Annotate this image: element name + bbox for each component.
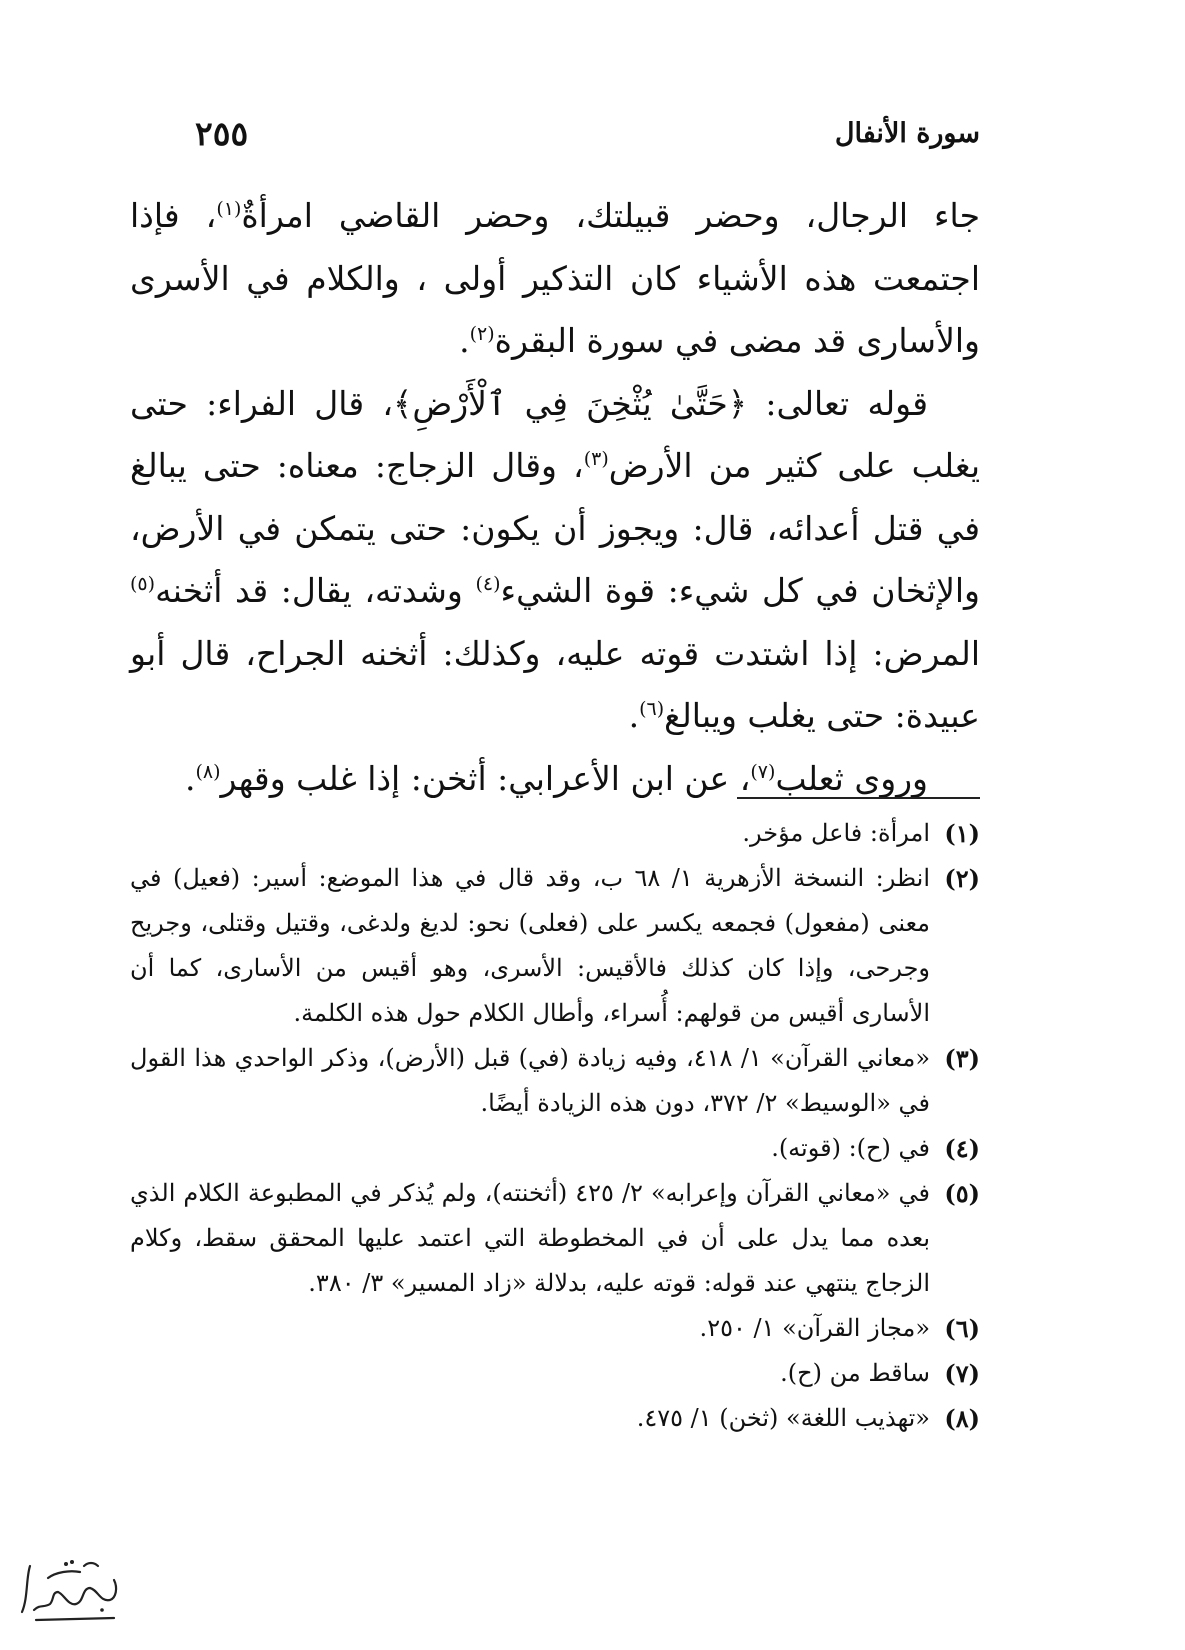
page-number: ٢٥٥ [195, 113, 249, 153]
text-run: ، عن ابن الأعرابي: أثخن: إذا غلب وقهر [220, 758, 751, 798]
footnote-3 [130, 1036, 980, 1126]
footnote-text: في «معاني القرآن وإعرابه» ٢/ ٤٢٥ (أثخنته)، ولم يُذكر في المطبوعة الكلام الذي بعده مما يدل على أن في المخطوطة التي اعتمد عليها المحقق سقط، وكلام الزجاج ينتهي عند قوله: قوته عليه، بدلالة «زاد المسير» ٣/ ٣٨٠. [130, 1179, 930, 1297]
footnote-ref-2[interactable]: (٢) [469, 323, 495, 345]
footnote-ref-6[interactable]: (٦) [639, 698, 665, 720]
footnote-number: (٥) [944, 1179, 980, 1208]
text-run: . [628, 696, 640, 735]
footnote-2 [130, 856, 980, 1036]
paragraph-3 [130, 748, 980, 811]
text-run: جاء الرجال، وحضر قبيلتك، وحضر القاضي امرأةٌ [241, 196, 980, 235]
footnote-6 [130, 1306, 980, 1351]
text-run: ، فإذا اجتمعت هذه الأشياء كان التذكير أولى ، والكلام في الأسرى والأسارى قد مضى في سورة البقرة [130, 196, 980, 360]
text-run: . [184, 758, 196, 798]
footnote-ref-1[interactable]: (١) [216, 198, 242, 220]
footnote-ref-8[interactable]: (٨) [195, 760, 221, 783]
footnote-divider [737, 797, 980, 799]
footnote-text: «تهذيب اللغة» (ثخن) ١/ ٤٧٥. [636, 1404, 930, 1432]
paragraph-2 [130, 373, 980, 748]
footnote-ref-3[interactable]: (٣) [583, 448, 609, 470]
footnote-4 [130, 1126, 980, 1171]
text-run: قوله تعالى: [747, 383, 929, 423]
footnote-number: (٦) [944, 1314, 980, 1343]
text-run: وروى ثعلب [775, 758, 928, 798]
page-header [195, 108, 980, 158]
text-run: المرض: إذا اشتدت قوته عليه، وكذلك: أثخنه الجراح، قال أبو عبيدة: حتى يغلب ويبالغ [130, 633, 980, 735]
footnote-text: في (ح): (قوته). [771, 1134, 930, 1162]
footnote-5 [130, 1171, 980, 1306]
calligraphy-logo-icon [14, 1548, 124, 1628]
footnote-number: (٣) [944, 1044, 980, 1073]
text-run: وشدته، يقال: قد أثخنه [155, 571, 476, 610]
footnote-1 [130, 811, 980, 856]
footnote-ref-4[interactable]: (٤) [475, 573, 501, 595]
footnote-text: «مجاز القرآن» ١/ ٢٥٠. [699, 1314, 930, 1342]
footnotes [130, 811, 980, 1441]
footnote-ref-5[interactable]: (٥) [130, 573, 156, 595]
footnote-text: «معاني القرآن» ١/ ٤١٨، وفيه زيادة (في) قبل (الأرض)، وذكر الواحدي هذا القول في «الوسيط» ٢/ ٣٧٢، دون هذه الزيادة أيضًا. [130, 1044, 930, 1117]
main-text [130, 185, 980, 810]
footnote-ref-7[interactable]: (٧) [750, 760, 776, 783]
footnote-text: ساقط من (ح). [780, 1359, 930, 1387]
footnote-number: (٤) [944, 1134, 980, 1163]
footnote-text: انظر: النسخة الأزهرية ١/ ٦٨ ب، وقد قال في هذا الموضع: أسير: (فعيل) في معنى (مفعول) فجمعه يكسر على (فعلى) نحو: لديغ ولدغى، وقتيل وقتلى، وجريح وجرحى، وإذا كان كذلك فالأقيس: الأسرى، وهو أقيس من الأسارى، كما أن الأسارى أقيس من قولهم: أُسراء، وأطال الكلام حول هذه الكلمة. [130, 864, 931, 1027]
footnote-8 [130, 1396, 980, 1441]
footnote-number: (٧) [944, 1359, 980, 1388]
footnote-number: (٢) [944, 864, 980, 893]
footnote-7 [130, 1351, 980, 1396]
text-run: ، وقال الزجاج: معناه: حتى يبالغ في قتل أعدائه، قال: ويجوز أن يكون: حتى يتمكن في الأرض، والإثخان في كل شيء: قوة الشيء [130, 446, 980, 610]
text-run: ، قال الفراء: حتى يغلب على كثير من الأرض [130, 383, 981, 485]
footnote-text: امرأة: فاعل مؤخر. [742, 819, 930, 847]
footnote-number: (١) [944, 819, 980, 848]
footnote-number: (٨) [944, 1404, 980, 1433]
paragraph-1 [130, 185, 980, 373]
surah-title: سورة الأنفال [834, 117, 980, 149]
quran-verse: ﴿حَتَّىٰ يُثْخِنَ فِي ٱلْأَرْضِ﴾ [393, 383, 748, 423]
text-run: . [459, 321, 470, 360]
